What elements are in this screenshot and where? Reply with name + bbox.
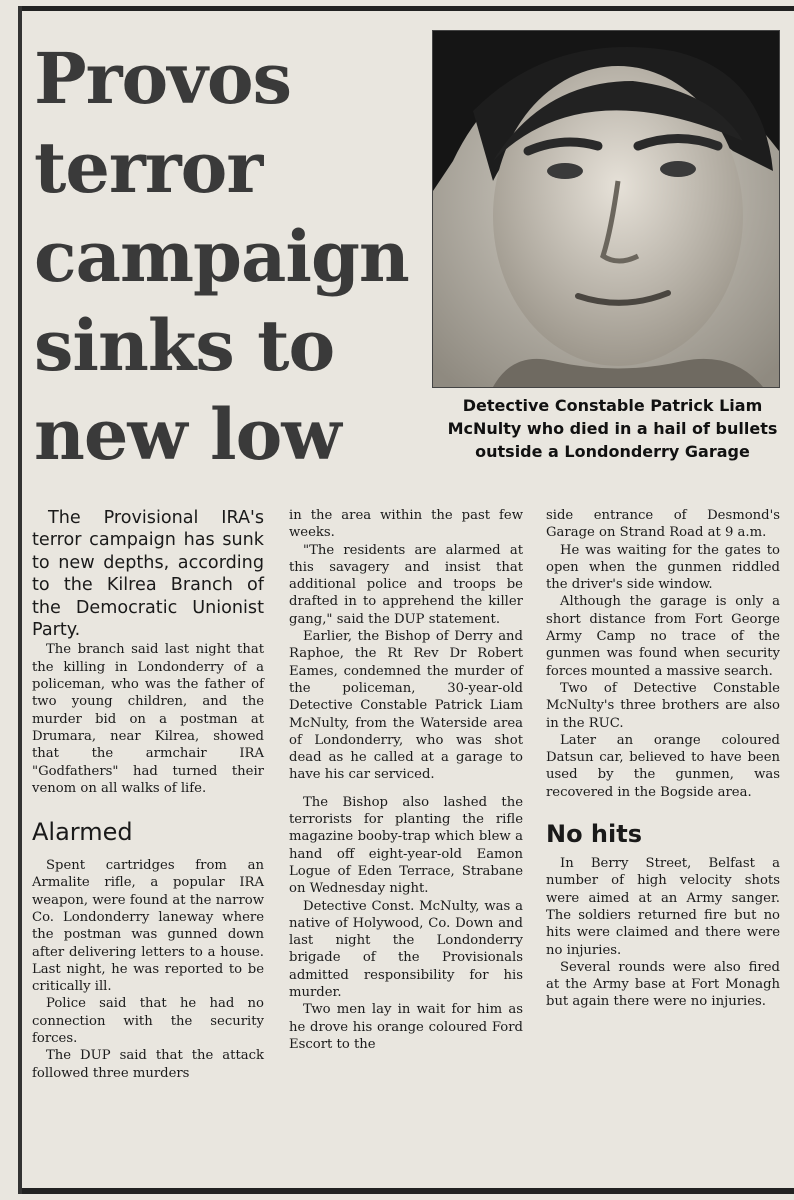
- portrait-photo-icon: [433, 31, 779, 387]
- article-column-3: [546, 507, 780, 1011]
- article-column-2: [289, 507, 523, 1053]
- paragraph: "The residents are alarmed at this savagery and insist that additional police and troops be drafted in to apprehend the killer gang," said the DUP statement.: [289, 542, 523, 627]
- paragraph: Two men lay in wait for him as he drove his orange coloured Ford Escort to the: [289, 1002, 523, 1052]
- paragraph: Several rounds were also fired at the Army base at Fort Monagh but again there were no injuries.: [546, 959, 780, 1010]
- paragraph-gap: [289, 784, 523, 794]
- photo-caption: Detective Constable Patrick Liam McNulty who died in a hail of bullets outside a Londonderry Garage: [447, 396, 778, 461]
- portrait-photo: [432, 30, 780, 388]
- paragraph: side entrance of Desmond's Garage on Strand Road at 9 a.m.: [546, 508, 780, 541]
- paragraph: Police said that he had no connection with the security forces.: [32, 996, 264, 1047]
- paragraph: Spent cartridges from an Armalite rifle, a popular IRA weapon, were found at the narrow Co. Londonderry laneway where the postman was gunned down after delivering letters to a house. Last night, he was reported to be critically ill.: [32, 858, 264, 995]
- lead-paragraph: The Provisional IRA's terror campaign has sunk to new depths, according to the Kilrea Branch of the Democratic Unionist Party.: [32, 508, 264, 641]
- article-column-1: [32, 507, 264, 1082]
- paragraph: He was waiting for the gates to open when the gunmen riddled the driver's side window.: [546, 542, 780, 593]
- paragraph: in the area within the past few weeks.: [289, 508, 523, 541]
- paragraph: Later an orange coloured Datsun car, believed to have been used by the gunmen, was recovered in the Bogside area.: [546, 732, 780, 800]
- paragraph: Detective Const. McNulty, was a native of Holywood, Co. Down and last night the Londonderry brigade of the Provisionals admitted responsibility for his murder.: [289, 898, 523, 1001]
- paragraph: The Bishop also lashed the terrorists for planting the rifle magazine booby-trap which blew a hand off eight-year-old Eamon Logue of Eden Terrace, Strabane on Wednesday night.: [289, 794, 523, 897]
- paragraph: The DUP said that the attack followed three murders: [32, 1048, 264, 1081]
- top-rule: [22, 6, 794, 11]
- paragraph: Two of Detective Constable McNulty's three brothers are also in the RUC.: [546, 680, 780, 731]
- subhead-alarmed: Alarmed: [32, 818, 133, 847]
- paragraph: Although the garage is only a short distance from Fort George Army Camp no trace of the gunmen was found when security forces mounted a massive search.: [546, 594, 780, 679]
- paragraph: Earlier, the Bishop of Derry and Raphoe, the Rt Rev Dr Robert Eames, condemned the murder of the policeman, 30-year-old Detective Constable Patrick Liam McNulty, from the Waterside area of Londonderry, who was shot dead as he called at a garage to have his car serviced.: [289, 629, 523, 783]
- left-rule: [18, 6, 22, 1194]
- paragraph: The branch said last night that the killing in Londonderry of a policeman, who was the father of two young children, and the murder bid on a postman at Drumara, near Kilrea, showed that the armchair IRA "Godfathers" had turned their venom on all walks of life.: [32, 642, 264, 796]
- bottom-rule: [22, 1188, 794, 1194]
- subhead-no-hits: No hits: [546, 820, 642, 849]
- newspaper-clipping: [26, 14, 794, 1186]
- paragraph: In Berry Street, Belfast a number of high velocity shots were aimed at an Army sanger. The soldiers returned fire but no hits were claimed and there were no injuries.: [546, 856, 780, 958]
- headline: Provos terror campaign sinks to new low: [34, 37, 409, 476]
